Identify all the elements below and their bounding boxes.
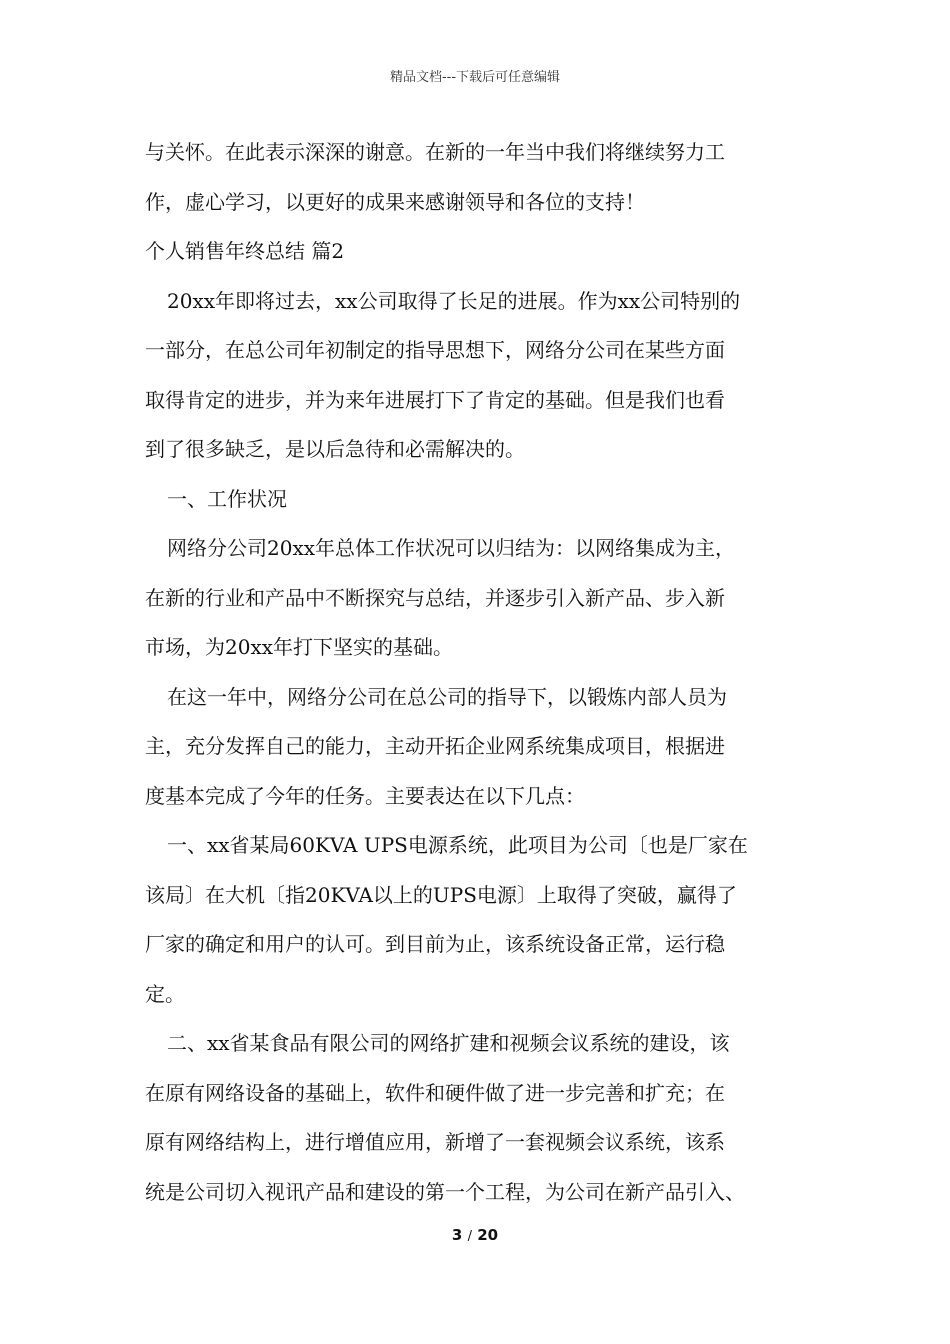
text-line: 作，虚心学习，以更好的成果来感谢领导和各位的支持！ bbox=[145, 189, 645, 214]
text-line: 一、xx省某局60KVA UPS电源系统，此项目为公司〔也是厂家在 bbox=[167, 833, 748, 857]
text-line: 厂家的确定和用户的认可。到目前为止，该系统设备正常，运行稳 bbox=[145, 932, 725, 956]
text-line: 在这一年中，网络分公司在总公司的指导下，以锻炼内部人员为 bbox=[167, 684, 727, 709]
text-line: 一部分，在总公司年初制定的指导思想下，网络分公司在某些方面 bbox=[145, 338, 725, 362]
text-line: 主，充分发挥自己的能力，主动开拓企业网系统集成项目，根据进 bbox=[145, 734, 725, 758]
text-line: 在新的行业和产品中不断探究与总结，并逐步引入新产品、步入新 bbox=[145, 585, 725, 610]
total-pages: 20 bbox=[477, 1226, 499, 1244]
text-line: 该局〕在大机〔指20KVA以上的UPS电源〕上取得了突破，赢得了 bbox=[145, 882, 737, 907]
text-line: 市场，为20xx年打下坚实的基础。 bbox=[145, 635, 454, 659]
text-line: 统是公司切入视讯产品和建设的第一个工程，为公司在新产品引入、 bbox=[145, 1179, 745, 1204]
text-line: 网络分公司20xx年总体工作状况可以归结为：以网络集成为主， bbox=[167, 536, 736, 560]
current-page: 3 bbox=[451, 1226, 463, 1244]
text-line: 与关怀。在此表示深深的谢意。在新的一年当中我们将继续努力工 bbox=[145, 140, 725, 164]
page-separator: / bbox=[467, 1229, 472, 1244]
body-text bbox=[145, 128, 815, 1217]
text-line: 原有网络结构上，进行增值应用，新增了一套视频会议系统，该系 bbox=[145, 1130, 725, 1154]
page-header: 精品文档---下载后可任意编辑 bbox=[389, 70, 561, 85]
text-line: 取得肯定的进步，并为来年进展打下了肯定的基础。但是我们也看 bbox=[145, 387, 725, 412]
subsection-heading: 一、工作状况 bbox=[167, 486, 287, 511]
text-line: 二、xx省某食品有限公司的网络扩建和视频会议系统的建设，该 bbox=[167, 1031, 730, 1055]
page-number bbox=[0, 1226, 950, 1244]
section-heading: 个人销售年终总结 篇2 bbox=[145, 239, 345, 263]
text-line: 在原有网络设备的基础上，软件和硬件做了进一步完善和扩充；在 bbox=[145, 1080, 725, 1105]
text-line: 度基本完成了今年的任务。主要表达在以下几点： bbox=[145, 783, 585, 808]
text-line: 20xx年即将过去，xx公司取得了长足的进展。作为xx公司特别的 bbox=[167, 288, 741, 313]
text-line: 定。 bbox=[145, 981, 185, 1006]
text-line: 到了很多缺乏，是以后急待和必需解决的。 bbox=[145, 437, 525, 461]
